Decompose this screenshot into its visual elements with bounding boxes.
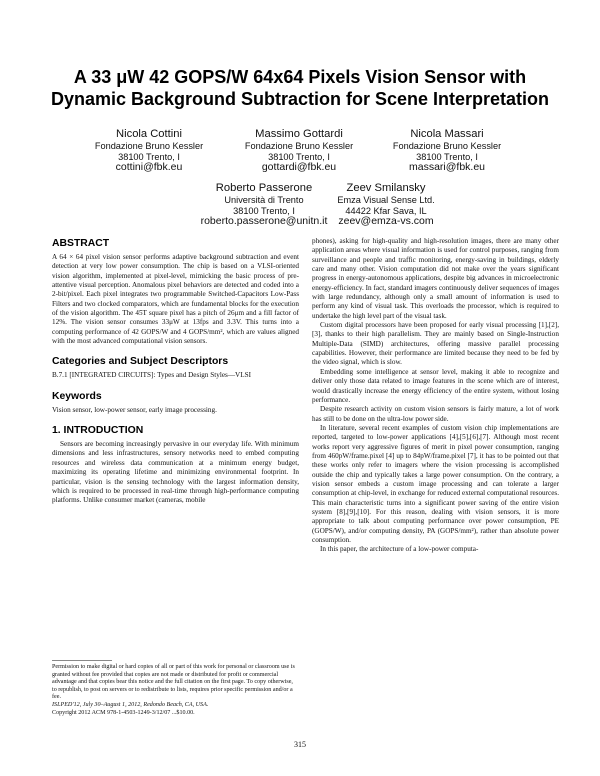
author-name: Roberto Passerone: [215, 182, 313, 194]
abstract-text: A 64 × 64 pixel vision sensor performs adaptive background subtraction and event detection at very low power consumption. The chip is based on a VLSI-oriented vision algorithm, implemented at pixel-level, mimicking the basic process of pre-attentive visual perception. Anomalous pixel behaviors are detected and coded into a 2-bit/pixel. Each pixel integrates two programmable Switched-Capacitors Low-Pass Filters and two clocked comparators, which are fundamental blocks for the execution of the vision algorithm. The 45T square pixel has a pitch of 26μm and a fill factor of 12%. The vision sensor consumes 33μW at 13fps and 3.3V. This turns into a computing performance of 42 GOPS/W and 4 GOPS/mm², which are values aligned with the most advanced computational vision sensors.: [52, 253, 299, 346]
author-name: Massimo Gottardi: [255, 128, 343, 140]
body-paragraph-2: Custom digital processors have been proposed for early visual processing [1],[2],[3], thanks to their high parallelism. They are mainly based on Single-Instruction Multiple-Data (SIMD) architectures, offering massive parallel processing capabilities. However, their performance are limited because they need to be fed by the video signal, which is slow.: [312, 321, 559, 367]
author-name: Nicola Massari: [410, 128, 484, 140]
author-name: Nicola Cottini: [116, 128, 182, 140]
author-address: 44422 Kfar Sava, IL: [345, 205, 427, 216]
body-paragraph-3: Embedding some intelligence at sensor level, making it able to recognize and deliver only those data related to image features in the scene which are of interest, would drastically increase the energy efficiency of the entire system, without losing performance.: [312, 367, 559, 404]
author-block-5: [286, 182, 486, 227]
author-affiliation: Università di Trento: [224, 195, 304, 205]
author-email[interactable]: roberto.passerone@unitn.it: [200, 215, 328, 228]
author-affiliation: Fondazione Bruno Kessler: [94, 141, 204, 151]
author-block-3: [347, 128, 547, 173]
right-column: [312, 237, 559, 555]
title-line-2: Dynamic Background Subtraction for Scene Interpretation: [50, 89, 550, 109]
permission-text: Permission to make digital or hard copies of all or part of this work for personal or classroom use is granted without fee provided that copies are not made or distributed for profit or commercial advantage and that copies bear this notice and the full citation on the first page. To copy otherwise, to republish, to post on servers or to redistribute to lists, requires prior specific permission and/or a fee.: [52, 664, 295, 701]
author-email[interactable]: gottardi@fbk.eu: [261, 161, 337, 174]
author-email[interactable]: cottini@fbk.eu: [115, 161, 183, 174]
copyright-text: Copyright 2012 ACM 978-1-4503-1249-3/12/07 ...$10.00.: [52, 709, 195, 716]
author-email[interactable]: massari@fbk.eu: [408, 161, 486, 174]
paper-title: [30, 66, 570, 110]
introduction-text: Sensors are becoming increasingly pervasive in our everyday life. With minimum dimensions and less infrastructures, sensory networks need to embed computing resources and wireless data communication at a minimum energy budget, maximizing its operating lifetime and minimizing environmental footprint. In particular, vision is the sensing technology with the largest information density, which is required to be processed in real-time through high-performance computing platforms. Unlike consumer market (cameras, mobile: [52, 440, 299, 505]
left-column: [52, 237, 299, 506]
author-address: 38100 Trento, I: [268, 151, 330, 162]
venue-text: ISLPED'12, July 30–August 1, 2012, Redondo Beach, CA, USA.: [52, 701, 209, 708]
page-number: 315: [294, 740, 306, 749]
body-paragraph-4: Despite research activity on custom vision sensors is fairly mature, a lot of work has still to be done on the ultra-low power side.: [312, 405, 559, 423]
author-name: Zeev Smilansky: [346, 182, 426, 194]
title-line-1: A 33 μW 42 GOPS/W 64x64 Pixels Vision Sensor with: [73, 67, 527, 87]
author-email[interactable]: zeev@emza-vs.com: [338, 215, 434, 228]
body-paragraph-1: phones), asking for high-quality and high-resolution images, there are many other application areas where visual information is used for control purposes, ranging from surveillance and people and traffic monitoring, energy-saving in buildings, elderly care and many other. Vision computation did not make over the years significant progress in energy-autonomous applications, despite big advances in microelectronic energy-efficiency. In fact, standard imagers continuously deliver sequences of images with large redundancy, although only a small amount of information is used to perform any kind of visual task. This overloads the processor, which is required to undertake the high level part of the visual task.: [312, 237, 559, 320]
keywords-heading: Keywords: [52, 390, 102, 402]
introduction-heading: 1. INTRODUCTION: [52, 425, 144, 437]
author-address: 38100 Trento, I: [416, 151, 478, 162]
author-address: 38100 Trento, I: [233, 205, 295, 216]
categories-heading: Categories and Subject Descriptors: [52, 356, 229, 368]
author-address: 38100 Trento, I: [118, 151, 180, 162]
permission-footnote: [52, 664, 299, 717]
body-paragraph-5: In literature, several recent examples of custom vision chip implementations are reported, targeted to low-power applications [4],[5],[6],[7]. Although most recent works report very aggressive figures of merit in pixel power consumption, ranging from 460pW/frame.pixel [4] up to 84pW/frame.pixel [7], it has to be pointed out that these works only refer to imagers where the vision processing is accomplished outside the chip and typically takes a large power consumption. On the contrary, a vision sensor embeds a custom image processing and can tolerate a larger consumption at chip-level, in exchange for reduced external computational resources. This main characteristic turns into a significant power saving of the entire vision system [8],[9],[10]. For this reason, dealing with vision sensors, it is more appropriate to talk about computing performance over power consumption, PE (GOPS/W), and/or computing density, PA (GOPS/mm²), rather than absolute power consumption.: [312, 423, 559, 544]
body-paragraph-6: In this paper, the architecture of a low-power computa-: [320, 545, 479, 554]
abstract-heading: ABSTRACT: [52, 238, 110, 249]
author-affiliation: Emza Visual Sense Ltd.: [337, 195, 435, 205]
categories-text: B.7.1 [INTEGRATED CIRCUITS]: Types and Design Styles—VLSI: [52, 371, 252, 380]
footnote-rule: [52, 660, 112, 661]
keywords-text: Vision sensor, low-power sensor, early image processing.: [52, 405, 217, 414]
author-affiliation: Fondazione Bruno Kessler: [392, 141, 502, 151]
author-affiliation: Fondazione Bruno Kessler: [244, 141, 354, 151]
